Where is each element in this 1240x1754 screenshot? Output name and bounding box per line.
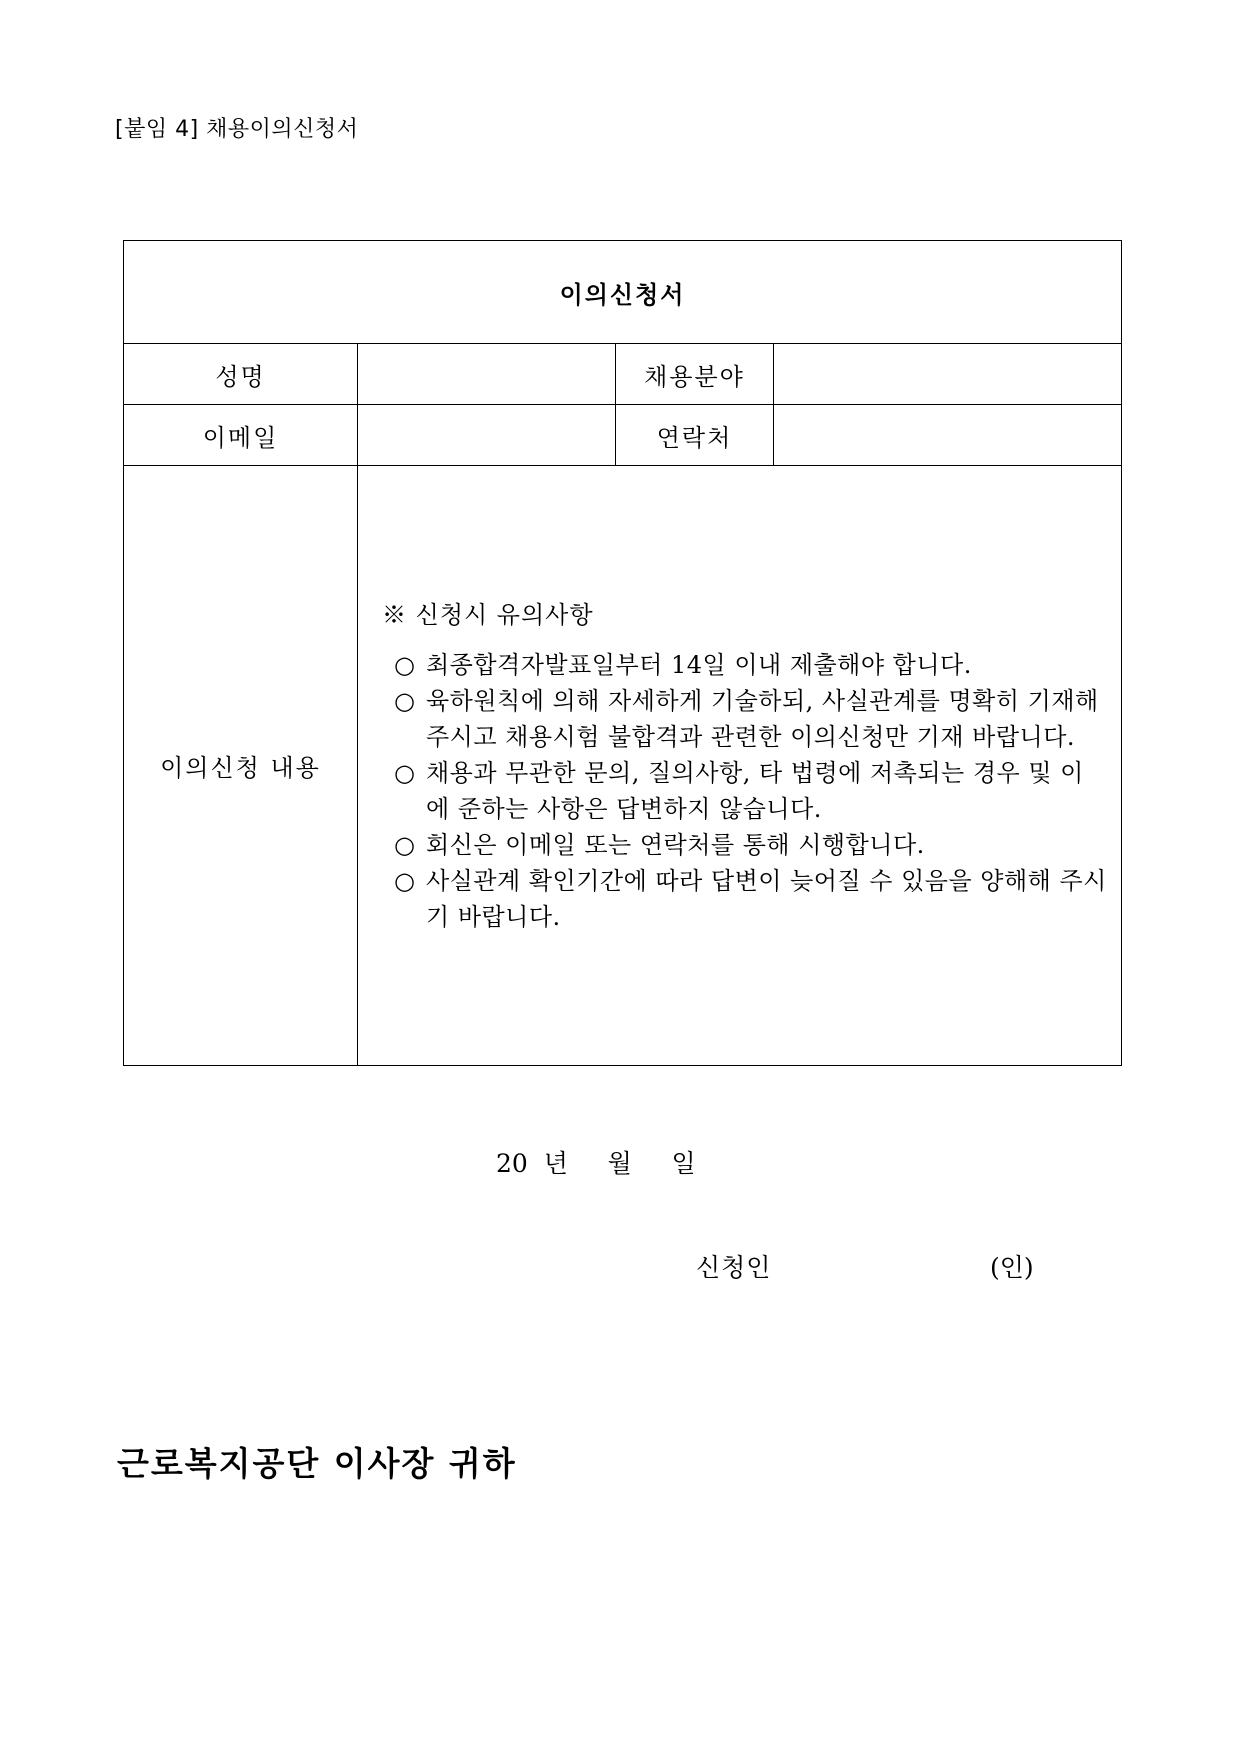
notice-item-text: 육하원칙에 의해 자세하게 기술하되, 사실관계를 명확히 기재해 주시고 채용시험 불합격과 관련한 이의신청만 기재 바랍니다. — [426, 686, 1099, 751]
notice-item — [394, 863, 1107, 935]
name-label: 성명 — [124, 344, 358, 405]
recruitment-field-input[interactable] — [774, 344, 1122, 405]
name-field[interactable] — [358, 344, 616, 405]
circle-bullet-icon: ○ — [394, 866, 416, 895]
email-field[interactable] — [358, 405, 616, 466]
notice-item — [394, 683, 1107, 755]
circle-bullet-icon: ○ — [394, 686, 416, 715]
applicant-label: 신청인 — [696, 1253, 772, 1282]
objection-content-label: 이의신청 내용 — [124, 466, 358, 1066]
notice-item — [394, 755, 1107, 827]
seal-mark: (인) — [990, 1253, 1034, 1282]
circle-bullet-icon: ○ — [394, 830, 416, 859]
email-label: 이메일 — [124, 405, 358, 466]
notice-item-text: 최종합격자발표일부터 14일 이내 제출해야 합니다. — [426, 650, 972, 679]
addressee: 근로복지공단 이사장 귀하 — [117, 1444, 517, 1483]
notice-item — [394, 647, 1107, 683]
notice-list — [380, 647, 1107, 935]
objection-form-table — [123, 240, 1122, 1066]
attachment-label: [붙임 4] 채용이의신청서 — [115, 117, 359, 142]
notice-item-text: 채용과 무관한 문의, 질의사항, 타 법령에 저촉되는 경우 및 이에 준하는 사항은 답변하지 않습니다. — [426, 758, 1084, 823]
form-title: 이의신청서 — [124, 241, 1122, 344]
circle-bullet-icon: ○ — [394, 650, 416, 679]
contact-label: 연락처 — [616, 405, 774, 466]
date-line: 20 년 월 일 — [496, 1149, 696, 1178]
notice-item — [394, 827, 1107, 863]
objection-content-area[interactable] — [358, 466, 1122, 1066]
notice-item-text: 사실관계 확인기간에 따라 답변이 늦어질 수 있음을 양해해 주시기 바랍니다. — [426, 866, 1107, 931]
circle-bullet-icon: ○ — [394, 758, 416, 787]
recruitment-field-label: 채용분야 — [616, 344, 774, 405]
notice-item-text: 회신은 이메일 또는 연락처를 통해 시행합니다. — [426, 830, 925, 859]
contact-field[interactable] — [774, 405, 1122, 466]
notice-heading: ※ 신청시 유의사항 — [382, 600, 594, 629]
